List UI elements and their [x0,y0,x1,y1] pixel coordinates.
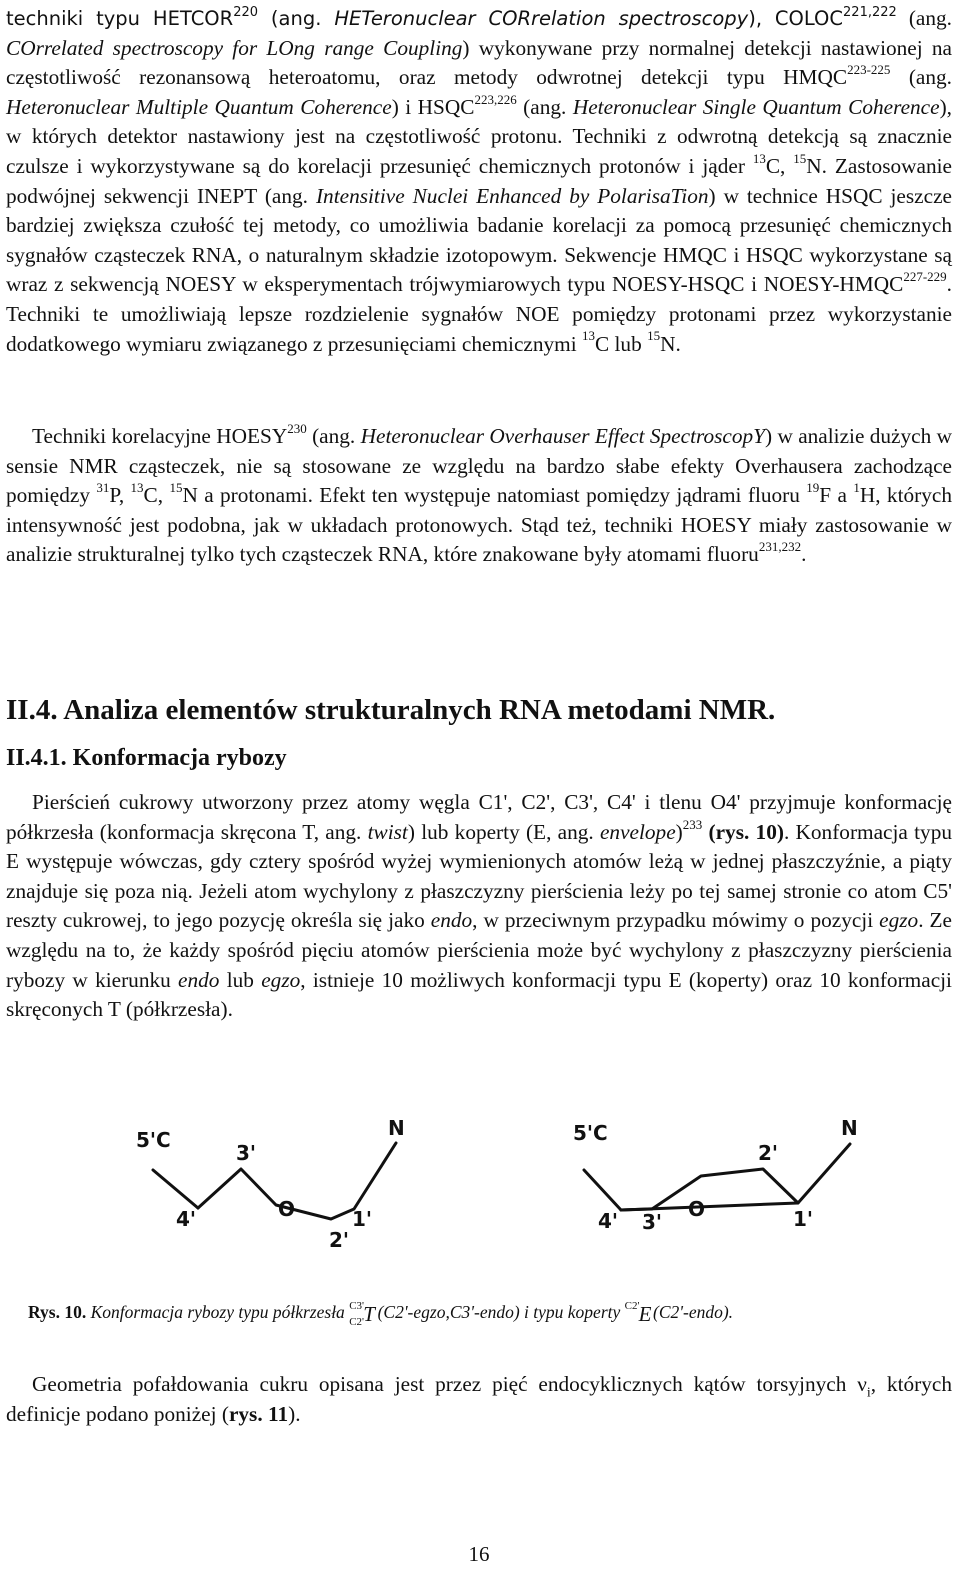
isotope-mass: 13 [581,328,595,344]
isotope-mass: 15 [169,480,183,496]
text: . [801,542,807,567]
c5-bond [153,1170,198,1208]
term: endo [430,908,473,933]
english-term: envelope [599,819,676,844]
term: egzo [261,967,301,992]
text: Geometria pofałdowania cukru opisana jest przez pięć endocyklicznych kątów torsyjnych ν [32,1372,867,1396]
atom-label-c2: 2' [758,1141,779,1165]
paragraph-ribose-conformation [6,788,952,1025]
figure-caption [28,1300,948,1328]
term: egzo [879,908,919,933]
citation: 231,232 [758,539,802,555]
isotope-mass: 13 [130,480,144,496]
text: C, [143,483,170,508]
atom-label-c1: 1' [352,1207,373,1231]
figure-ribose-conformations [6,1090,952,1290]
ring-bonds [621,1144,850,1210]
text: Techniki korelacyjne HOESY [32,424,288,448]
text: ) [675,819,683,844]
text: , których definicje podano poniżej ( [6,1372,952,1426]
text: C lub [594,331,648,356]
atom-label-c3: 3' [642,1210,663,1234]
c5-bond [584,1170,621,1210]
text: F a [819,483,854,508]
text: ) w technice HSQC jeszcze bardziej zwiększa czułość tej metody, co umożliwia badanie korelacji za pomocą przesunięć chemicznych sygnałów cząsteczek RNA, o naturalnym składzie izotopowym. Sekwencje HMQC i HSQC wykorzystane są wraz z sekwencją NOESY w eksperymentach trójwymiarowych typu NOESY-HSQC i NOESY-HMQC [6,183,952,297]
text: N. [660,331,681,356]
caption-text: (C2'-endo). [648,1302,734,1322]
english-term: Intensitive Nuclei Enhanced by PolarisaTion [315,183,709,208]
text: H, których intensywność jest podobna, jak w układach protonowych. Stąd też, techniki HOESY miały zastosowanie w analizie strukturalnej tylko tych cząsteczek RNA, które znakowane były atomami fluoru [6,483,952,567]
figure-label: Rys. 10. [28,1302,87,1322]
atom-label-c3: 3' [236,1141,257,1165]
text: , istnieje 10 możliwych konformacji typu E (koperty) oraz 10 konformacji skręconych T (półkrzesła). [6,967,952,1022]
citation: 230 [287,420,307,436]
caption-text: Konformacja rybozy typu półkrzesła [86,1302,350,1322]
term: endo [178,967,220,992]
text: (ang. [258,7,335,30]
text: (ang. [890,65,952,90]
atom-label-o: O [278,1197,296,1221]
ribose-diagram [6,1090,952,1290]
text: N. Zastosowanie podwójnej sekwencji INEPT (ang. [6,153,952,208]
isotope-mass: 19 [806,480,820,496]
citation: 220 [233,4,259,20]
citation: 227-229 [903,269,947,285]
envelope-notation: C2' E [624,1300,652,1326]
english-term: COrrelated spectroscopy for LOng range Coupling [6,35,463,60]
text: (ang. [896,6,952,30]
isotope-mass: 31 [96,480,110,496]
text: techniki typu HETCOR [6,7,234,30]
caption-text: (C2'-egzo,C3'-endo) i typu koperty [373,1302,625,1322]
isotope-mass: 15 [793,150,807,166]
paragraph-torsion-angles [6,1370,952,1429]
text: (ang. [306,424,361,448]
citation: 223,226 [474,91,517,107]
citation: 223-225 [847,62,891,78]
subscript: i [866,1385,871,1401]
paragraph-hoesy [6,422,952,570]
twist-notation: C3' C2' T [349,1300,375,1328]
paragraph-nmr-techniques [6,4,952,359]
text: ). [288,1401,301,1426]
atom-label-c4: 4' [598,1209,619,1233]
text: C, [765,153,794,178]
text: lub [219,967,262,992]
figure-reference: rys. 11 [228,1401,289,1426]
atom-label-c1: 1' [793,1207,814,1231]
english-term: Heteronuclear Multiple Quantum Coherence [6,94,392,119]
text: P, [109,483,131,508]
isotope-mass: 13 [752,150,766,166]
atom-label-c2: 2' [329,1228,350,1252]
subsection-heading: II.4.1. Konformacja rybozy [6,745,287,771]
atom-label-c5: 5'C [136,1128,171,1152]
text: ), COLOC [748,7,844,30]
text: ) i HSQC [391,94,475,119]
page-number: 16 [468,1542,490,1566]
atom-label-n: N [388,1116,405,1140]
section-heading: II.4. Analiza elementów strukturalnych RNA metodami NMR. [6,694,776,726]
text: ) wykonywane przy normalnej detekcji nastawionej na częstotliwość rezonansową heteroatomu, oraz metody odwrotnej detekcji typu HMQC [6,35,953,90]
text: . Konformacja typu E występuje wówczas, gdy cztery spośród wyżej wymienionych atomów leżą w jednej płaszczyźnie, a piąty znajduje się poza nią. Jeżeli atom wychylony z płaszczyzny pierścienia leży po tej samej stronie co atom C5' reszty cukrowej, to jego pozycję określa się jako [6,819,952,933]
english-term: Heteronuclear Single Quantum Coherence [572,94,940,119]
english-term: twist [367,819,408,844]
atom-label-c5: 5'C [573,1121,608,1145]
isotope-mass: 1 [853,480,860,496]
text: Pierścień cukrowy utworzony przez atomy węgla C1', C2', C3', C4' i tlenu O4' przyjmuje konformację półkrzesła (konformacja skręcona T, ang. [6,790,952,844]
citation: 233 [682,816,703,832]
figure-reference: (rys. 10) [708,819,784,844]
text: N a protonami. Efekt ten występuje natomiast pomiędzy jądrami fluoru [182,483,807,508]
ring-base [621,1203,798,1210]
text: ) lub koperty (E, ang. [407,819,600,844]
citation: 221,222 [843,4,897,20]
text: . Ze względu na to, że każdy spośród pięciu atomów pierścienia może być wychylony z płaszczyzny pierścienia rybozy w kierunku [6,908,952,992]
atom-label-o: O [688,1197,706,1221]
text: ) w analizie dużych w sensie NMR cząsteczek, nie są stosowane ze względu na bardzo słabe efekty Overhausera zachodzące pomiędzy [6,424,952,508]
text: , w przeciwnym przypadku mówimy o pozycji [472,908,880,933]
text: (ang. [516,94,573,119]
envelope-ring [584,1144,850,1210]
english-term: Heteronuclear Overhauser Effect SpectroscopY [360,424,766,448]
atom-label-n: N [841,1116,858,1140]
atom-label-c4: 4' [176,1207,197,1231]
english-term: HETeronuclear CORrelation spectroscopy [334,7,749,30]
text: ), w których detektor nastawiony jest na częstotliwość protonu. Techniki z odwrotną detekcją są znacznie czulsze i wykorzystywane są do korelacji przesunięć chemicznych protonów i jąder [6,94,953,178]
isotope-mass: 15 [647,328,661,344]
text: . Techniki te umożliwiają lepsze rozdzielenie sygnałów NOE pomiędzy protonami przez wykorzystanie dodatkowego wymiaru związanego z przesunięciami chemicznymi [6,272,952,356]
